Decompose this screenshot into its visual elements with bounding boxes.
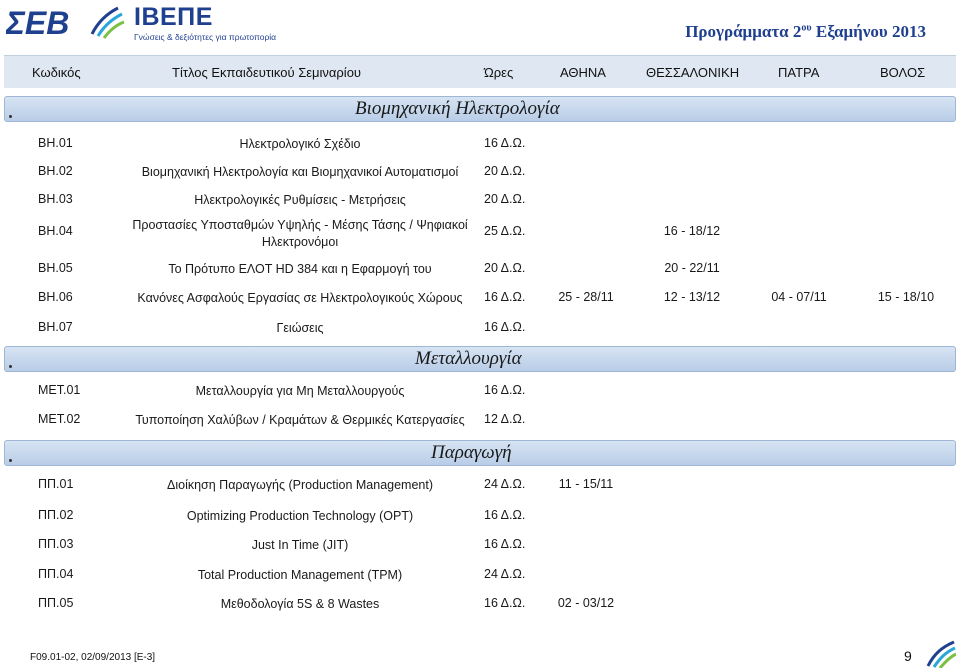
ibepe-logo-text: IBEΠΕ — [134, 3, 213, 31]
row-hours: 24 Δ.Ω. — [484, 567, 526, 581]
row-code: ΠΠ.04 — [38, 567, 74, 581]
row-code: ΒΗ.04 — [38, 224, 73, 238]
ibepe-logo-tagline: Γνώσεις & δεξιότητες για πρωτοπορία — [134, 32, 277, 42]
page-heading-rest: Εξαμήνου 2013 — [811, 22, 926, 41]
row-title: Βιομηχανική Ηλεκτρολογία και Βιομηχανικοί Αυτοματισμοί — [141, 165, 459, 179]
column-header-title: Τίτλος Εκπαιδευτικού Σεμιναρίου — [172, 65, 362, 80]
row-hours: 16 Δ.Ω. — [484, 290, 526, 304]
row-code: ΠΠ.05 — [38, 596, 74, 610]
row-volos: 15 - 18/10 — [877, 290, 935, 304]
bullet-dot — [9, 365, 12, 368]
section-banner — [4, 440, 956, 466]
section-title: Παραγωγή — [431, 442, 512, 463]
row-patra: 04 - 07/11 — [771, 290, 827, 304]
page-heading-sup: ου — [801, 22, 812, 34]
row-hours: 25 Δ.Ω. — [484, 224, 526, 238]
row-title: Κανόνες Ασφαλούς Εργασίας σε Ηλεκτρολογικούς Χώρους — [137, 291, 463, 305]
page-heading — [685, 22, 926, 42]
column-header-code: Κωδικός — [32, 65, 81, 80]
row-athens: 11 - 15/11 — [558, 477, 614, 491]
row-hours: 24 Δ.Ω. — [484, 477, 526, 491]
row-code: ΠΠ.03 — [38, 537, 74, 551]
column-header-volos: ΒΟΛΟΣ — [880, 65, 926, 80]
row-hours: 16 Δ.Ω. — [484, 596, 526, 610]
page-heading-main: Προγράμματα 2 — [685, 22, 802, 41]
row-title: Τυποποίηση Χαλύβων / Κραμάτων & Θερμικές Κατεργασίες — [135, 413, 465, 427]
footer-doc-code: F09.01-02, 02/09/2013 [E-3] — [30, 652, 156, 663]
row-code: ΒΗ.05 — [38, 261, 73, 275]
ibepe-logo — [134, 4, 276, 42]
row-hours: 20 Δ.Ω. — [484, 261, 526, 275]
column-header-bar — [4, 55, 956, 88]
row-hours: 20 Δ.Ω. — [484, 192, 526, 206]
row-thessaloniki: 20 - 22/11 — [664, 261, 720, 275]
row-title: Optimizing Production Technology (OPT) — [186, 509, 414, 523]
bullet-dot — [9, 115, 12, 118]
row-title: Ηλεκτρολογικές Ρυθμίσεις - Μετρήσεις — [194, 193, 406, 207]
column-header-hours: Ώρες — [484, 65, 514, 80]
row-code: ΒΗ.03 — [38, 192, 73, 206]
row-code: ΒΗ.02 — [38, 164, 73, 178]
row-hours: 16 Δ.Ω. — [484, 508, 526, 522]
row-title: Μεταλλουργία για Μη Μεταλλουργούς — [195, 384, 405, 398]
row-hours: 20 Δ.Ω. — [484, 164, 526, 178]
row-title: Total Production Management (TPM) — [197, 568, 403, 582]
bullet-dot — [9, 459, 12, 462]
column-header-patra: ΠΑΤΡΑ — [778, 65, 820, 80]
row-code: ΒΗ.01 — [38, 136, 73, 150]
section-banner — [4, 346, 956, 372]
column-header-athens: ΑΘΗΝΑ — [560, 65, 606, 80]
row-hours: 16 Δ.Ω. — [484, 537, 526, 551]
page-number: 9 — [904, 648, 912, 664]
row-hours: 16 Δ.Ω. — [484, 320, 526, 334]
row-title: Διοίκηση Παραγωγής (Production Management) — [166, 478, 433, 492]
row-title: Ηλεκτρολογικό Σχέδιο — [239, 137, 361, 151]
row-thessaloniki: 16 - 18/12 — [663, 224, 721, 238]
row-title: Το Πρότυπο ΕΛΟΤ HD 384 και η Εφαρμογή του — [168, 262, 432, 276]
row-code: ΠΠ.01 — [38, 477, 74, 491]
row-code: ΜΕΤ.02 — [38, 412, 81, 426]
svg-text:ΣΕΒ: ΣΕΒ — [6, 5, 70, 40]
row-athens: 02 - 03/12 — [557, 596, 615, 610]
row-code: ΒΗ.07 — [38, 320, 73, 334]
row-code: ΠΠ.02 — [38, 508, 74, 522]
row-hours: 16 Δ.Ω. — [484, 383, 526, 397]
row-title: Προστασίες Υποσταθμών Υψηλής - Μέσης Τάσης / Ψηφιακοί Ηλεκτρονόμοι — [132, 218, 468, 249]
row-hours: 16 Δ.Ω. — [484, 136, 526, 150]
row-hours: 12 Δ.Ω. — [484, 412, 526, 426]
seb-logo — [6, 4, 126, 40]
footer-logo-icon — [926, 640, 956, 668]
column-header-thessaloniki: ΘΕΣΣΑΛΟΝΙΚΗ — [646, 65, 740, 80]
row-code: ΜΕΤ.01 — [38, 383, 81, 397]
section-banner — [4, 96, 956, 122]
row-athens: 25 - 28/11 — [558, 290, 614, 304]
row-title: Μεθοδολογία 5S & 8 Wastes — [220, 597, 380, 611]
row-thessaloniki: 12 - 13/12 — [663, 290, 721, 304]
section-title: Μεταλλουργία — [415, 348, 522, 369]
row-code: ΒΗ.06 — [38, 290, 73, 304]
row-title: Just In Time (JIT) — [251, 538, 349, 552]
row-title: Γειώσεις — [276, 321, 324, 335]
section-title: Βιομηχανική Ηλεκτρολογία — [355, 98, 560, 119]
